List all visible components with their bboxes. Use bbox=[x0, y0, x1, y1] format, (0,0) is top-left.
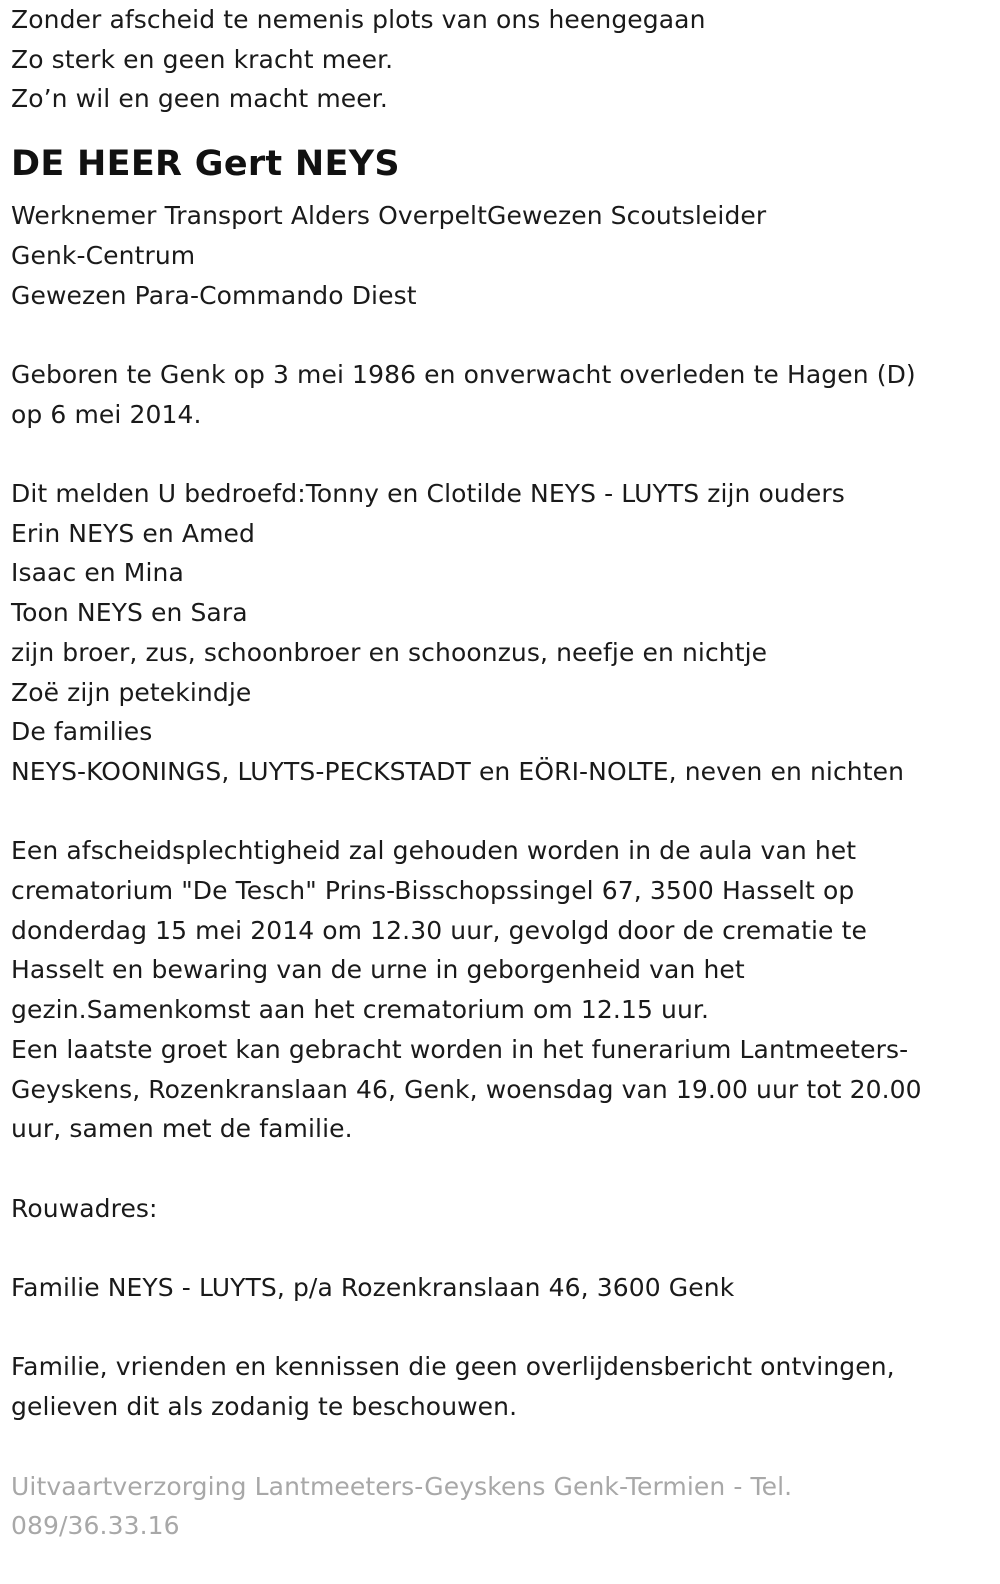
footer-line: 089/36.33.16 bbox=[11, 1511, 180, 1541]
poem-line: Zo’n wil en geen macht meer. bbox=[11, 84, 388, 114]
family-line: De families bbox=[11, 717, 153, 747]
birth-death bbox=[11, 355, 986, 434]
ceremony-line: donderdag 15 mei 2014 om 12.30 uur, gevolgd door de crematie te bbox=[11, 915, 867, 945]
spacer bbox=[11, 1308, 986, 1348]
address-label: Rouwadres: bbox=[11, 1193, 158, 1223]
ceremony-line: uur, samen met de familie. bbox=[11, 1114, 353, 1144]
ceremony-line: Een laatste groet kan gebracht worden in het funerarium Lantmeeters- bbox=[11, 1034, 909, 1064]
deceased-name: DE HEER Gert NEYS bbox=[11, 144, 400, 185]
notice bbox=[11, 1347, 986, 1426]
family-line: Erin NEYS en Amed bbox=[11, 518, 255, 548]
family-line: Toon NEYS en Sara bbox=[11, 598, 248, 628]
ceremony-details bbox=[11, 831, 986, 1149]
spacer bbox=[11, 434, 986, 474]
notice-line: Familie, vrienden en kennissen die geen overlijdensbericht ontvingen, bbox=[11, 1352, 895, 1382]
spacer bbox=[11, 1228, 986, 1268]
birth-line: Geboren te Genk op 3 mei 1986 en onverwacht overleden te Hagen (D) bbox=[11, 359, 916, 389]
role-line: Werknemer Transport Alders OverpeltGewezen Scoutsleider bbox=[11, 201, 767, 231]
family-line: Isaac en Mina bbox=[11, 558, 184, 588]
spacer bbox=[11, 1149, 986, 1189]
ceremony-line: crematorium "De Tesch" Prins-Bisschopssingel 67, 3500 Hasselt op bbox=[11, 876, 855, 906]
ceremony-line: Een afscheidsplechtigheid zal gehouden worden in de aula van het bbox=[11, 836, 857, 866]
mourning-address: Familie NEYS - LUYTS, p/a Rozenkranslaan 46, 3600 Genk bbox=[11, 1273, 735, 1303]
family-list bbox=[11, 474, 986, 792]
family-line: NEYS-KOONINGS, LUYTS-PECKSTADT en EÖRI-NOLTE, neven en nichten bbox=[11, 756, 905, 786]
roles bbox=[11, 196, 986, 315]
ceremony-line: Geyskens, Rozenkranslaan 46, Genk, woensdag van 19.00 uur tot 20.00 bbox=[11, 1074, 922, 1104]
footer-line: Uitvaartverzorging Lantmeeters-Geyskens Genk-Termien - Tel. bbox=[11, 1471, 793, 1501]
spacer bbox=[11, 792, 986, 832]
birth-line: op 6 mei 2014. bbox=[11, 399, 202, 429]
ceremony-line: Hasselt en bewaring van de urne in geborgenheid van het bbox=[11, 955, 745, 985]
role-line: Gewezen Para-Commando Diest bbox=[11, 280, 417, 310]
poem bbox=[11, 0, 986, 119]
family-line: Dit melden U bedroefd:Tonny en Clotilde NEYS - LUYTS zijn ouders bbox=[11, 479, 845, 508]
funeral-home-footer bbox=[11, 1467, 986, 1546]
ceremony-line: gezin.Samenkomst aan het crematorium om 12.15 uur. bbox=[11, 995, 710, 1025]
family-line: Zoë zijn petekindje bbox=[11, 677, 252, 707]
notice-line: gelieven dit als zodanig te beschouwen. bbox=[11, 1392, 518, 1422]
poem-line: Zo sterk en geen kracht meer. bbox=[11, 44, 394, 74]
obituary-document bbox=[11, 0, 986, 1546]
spacer bbox=[11, 315, 986, 355]
spacer bbox=[11, 1427, 986, 1467]
poem-line: Zonder afscheid te nemenis plots van ons heengegaan bbox=[11, 5, 706, 34]
role-line: Genk-Centrum bbox=[11, 240, 196, 270]
family-line: zijn broer, zus, schoonbroer en schoonzus, neefje en nichtje bbox=[11, 637, 768, 667]
